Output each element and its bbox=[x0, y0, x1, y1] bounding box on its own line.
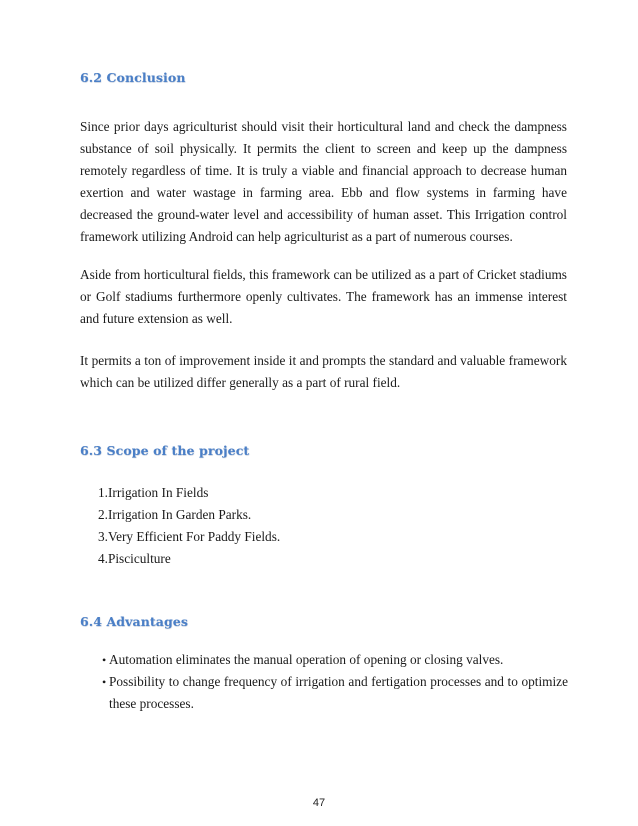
advantage-item bbox=[102, 649, 568, 671]
advantages-list bbox=[102, 649, 568, 715]
section-heading-scope: 6.3 Scope of the project bbox=[80, 443, 250, 458]
conclusion-paragraph-2: Aside from horticultural fields, this framework can be utilized as a part of Cricket stadiums or Golf stadiums furthermore openly cultivates. The framework has an immense interest and future extension as well. bbox=[80, 267, 567, 326]
advantage-text: Possibility to change frequency of irrigation and fertigation processes and to optimize these processes. bbox=[109, 674, 568, 711]
scope-list-item: 1.Irrigation In Fields bbox=[98, 485, 209, 500]
advantage-item bbox=[102, 671, 568, 715]
section-heading-advantages: 6.4 Advantages bbox=[80, 614, 188, 629]
section-heading-conclusion: 6.2 Conclusion bbox=[80, 70, 186, 85]
scope-list-item: 4.Pisciculture bbox=[98, 551, 171, 566]
scope-list bbox=[98, 482, 280, 570]
bullet-icon: • bbox=[102, 653, 107, 667]
conclusion-paragraph-1: Since prior days agriculturist should visit their horticultural land and check the dampness substance of soil physically. It permits the client to screen and keep up the dampness remotely regardless of time. It is truly a viable and financial approach to decrease human exertion and water wastage in farming area. Ebb and flow systems in farming have decreased the ground-water level and accessibility of human asset. This Irrigation control framework utilizing Android can help agriculturist as a part of numerous courses. bbox=[80, 119, 567, 244]
conclusion-paragraph-3: It permits a ton of improvement inside it and prompts the standard and valuable framework which can be utilized differ generally as a part of rural field. bbox=[80, 353, 567, 390]
scope-list-item: 2.Irrigation In Garden Parks. bbox=[98, 507, 252, 522]
scope-list-item: 3.Very Efficient For Paddy Fields. bbox=[98, 529, 281, 544]
advantage-text: Automation eliminates the manual operation of opening or closing valves. bbox=[109, 652, 504, 667]
page-number: 47 bbox=[312, 797, 326, 809]
bullet-icon: • bbox=[102, 675, 107, 689]
